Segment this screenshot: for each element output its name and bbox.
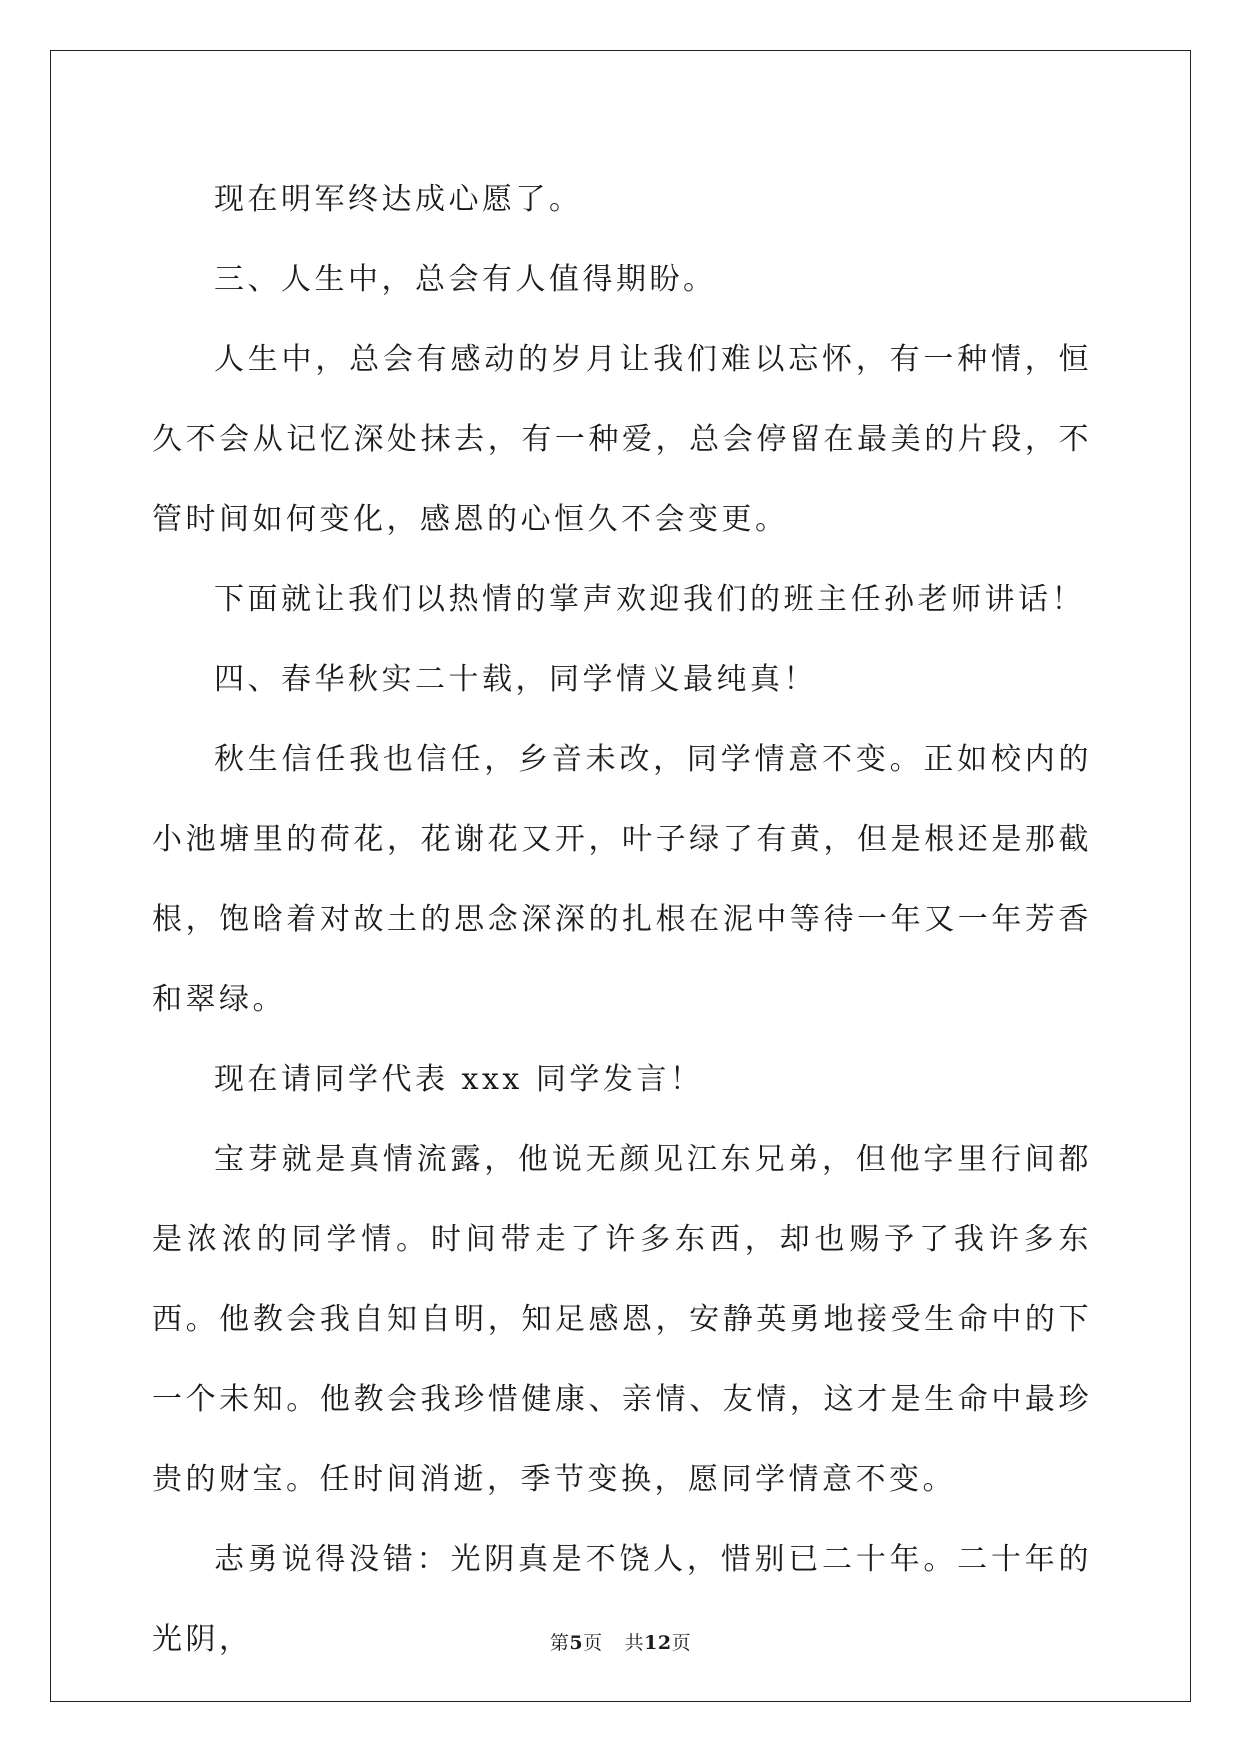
paragraph: 宝芽就是真情流露，他说无颜见江东兄弟，但他字里行间都是浓浓的同学情。时间带走了许多东西，却也赐予了我许多东西。他教会我自知自明，知足感恩，安静英勇地接受生命中的下一个未知。他教会我珍惜健康、亲情、友情，这才是生命中最珍贵的财宝。任时间消逝，季节变换，愿同学情意不变。 <box>152 1142 1092 1497</box>
total-prefix: 共 <box>624 1632 645 1654</box>
paragraph: 人生中，总会有感动的岁月让我们难以忘怀，有一种情，恒久不会从记忆深处抹去，有一种爱，总会停留在最美的片段，不管时间如何变化，感恩的心恒久不会变更。 <box>152 342 1092 537</box>
total-pages: 12 <box>644 1632 672 1654</box>
paragraph: 志勇说得没错：光阴真是不饶人，惜别已二十年。二十年的光阴， <box>152 1542 1092 1657</box>
section-heading: 四、春华秋实二十载，同学情义最纯真！ <box>214 662 817 697</box>
total-suffix: 页 <box>671 1632 692 1654</box>
page-prefix: 第 <box>549 1632 570 1654</box>
section-heading: 三、人生中，总会有人值得期盼。 <box>214 262 717 297</box>
paragraph: 现在明军终达成心愿了。 <box>214 182 583 217</box>
document-body <box>152 160 1092 1680</box>
paragraph: 秋生信任我也信任，乡音未改，同学情意不变。正如校内的小池塘里的荷花，花谢花又开，叶子绿了有黄，但是根还是那截根，饱晗着对故土的思念深深的扎根在泥中等待一年又一年芳香和翠绿。 <box>152 742 1092 1017</box>
paragraph: 现在请同学代表 xxx 同学发言！ <box>214 1062 704 1097</box>
page-number: 5 <box>569 1632 584 1654</box>
paragraph: 下面就让我们以热情的掌声欢迎我们的班主任孙老师讲话！ <box>214 582 1085 617</box>
page-footer <box>0 1628 1241 1655</box>
page-suffix: 页 <box>583 1632 603 1654</box>
